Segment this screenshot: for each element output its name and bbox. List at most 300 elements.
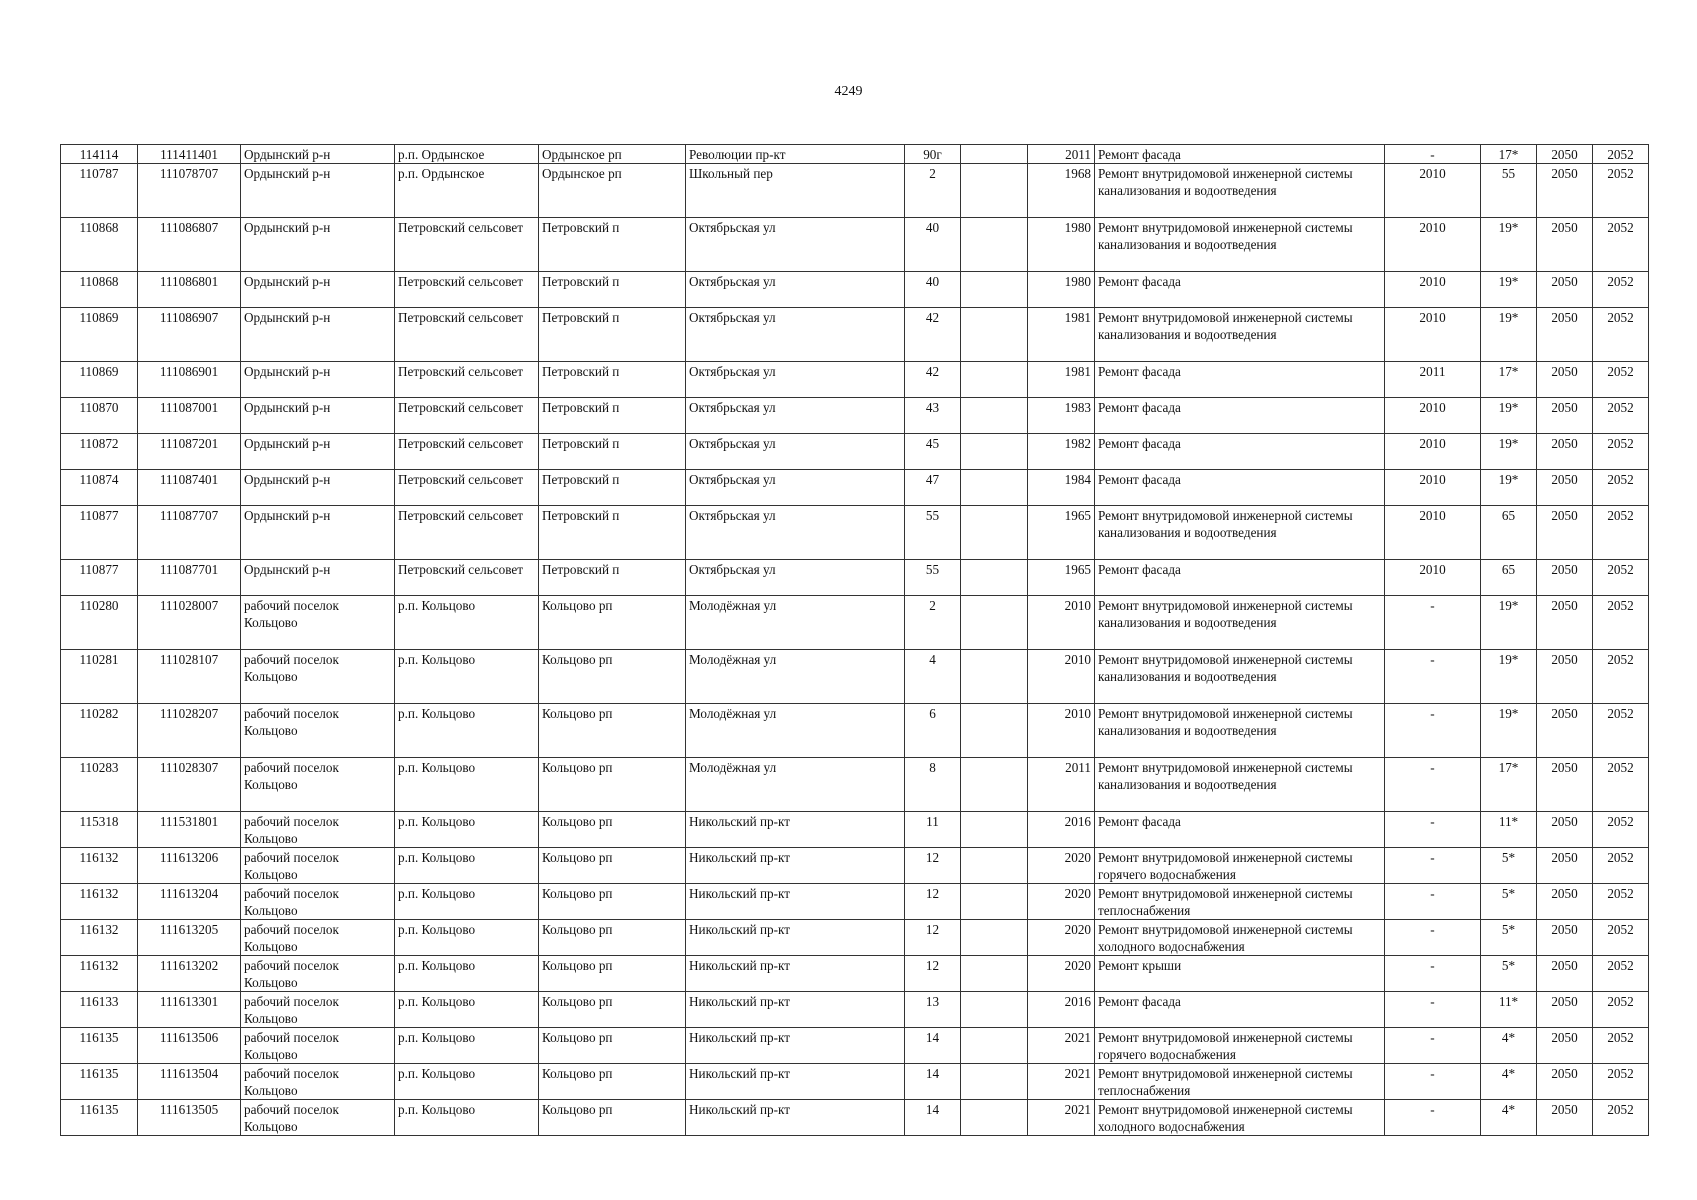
table-row: [61, 164, 1649, 218]
cell-settlement: Ордынское рп: [539, 145, 686, 164]
cell-wear-percent: 5*: [1481, 920, 1537, 956]
cell-house-id: 116135: [61, 1028, 138, 1064]
cell-settlement: Кольцово рп: [539, 884, 686, 920]
table-row: [61, 920, 1649, 956]
cell-house-number: 8: [905, 758, 961, 812]
cell-municipality: Петровский сельсовет: [395, 560, 539, 596]
cell-last-repair-year: -: [1385, 758, 1481, 812]
cell-municipality: Петровский сельсовет: [395, 506, 539, 560]
registry-body: [61, 145, 1649, 1136]
cell-district: Ордынский р-н: [241, 164, 395, 218]
cell-wear-percent: 19*: [1481, 218, 1537, 272]
cell-object-code: 111028307: [138, 758, 241, 812]
cell-wear-percent: 4*: [1481, 1028, 1537, 1064]
table-row: [61, 272, 1649, 308]
cell-house-number: 6: [905, 704, 961, 758]
cell-year-built: 2021: [1028, 1064, 1095, 1100]
cell-house-id: 110280: [61, 596, 138, 650]
cell-last-repair-year: 2010: [1385, 308, 1481, 362]
cell-district: рабочий поселок Кольцово: [241, 848, 395, 884]
cell-last-repair-year: 2010: [1385, 560, 1481, 596]
cell-settlement: Петровский п: [539, 272, 686, 308]
cell-municipality: Петровский сельсовет: [395, 308, 539, 362]
cell-street: Революции пр-кт: [686, 145, 905, 164]
cell-plan-start: 2050: [1537, 506, 1593, 560]
cell-municipality: Петровский сельсовет: [395, 434, 539, 470]
cell-wear-percent: 17*: [1481, 145, 1537, 164]
cell-year-built: 1965: [1028, 560, 1095, 596]
cell-settlement: Кольцово рп: [539, 704, 686, 758]
cell-settlement: Кольцово рп: [539, 1064, 686, 1100]
cell-wear-percent: 19*: [1481, 434, 1537, 470]
table-row: [61, 1100, 1649, 1136]
cell-year-built: 2016: [1028, 812, 1095, 848]
cell-last-repair-year: -: [1385, 1100, 1481, 1136]
table-row: [61, 758, 1649, 812]
cell-settlement: Петровский п: [539, 398, 686, 434]
cell-house-id: 110869: [61, 362, 138, 398]
cell-district: рабочий поселок Кольцово: [241, 1028, 395, 1064]
cell-plan-start: 2050: [1537, 145, 1593, 164]
cell-plan-end: 2052: [1593, 1028, 1649, 1064]
cell-object-code: 111028107: [138, 650, 241, 704]
cell-plan-start: 2050: [1537, 560, 1593, 596]
cell-street: Молодёжная ул: [686, 596, 905, 650]
cell-year-built: 2011: [1028, 758, 1095, 812]
table-row: [61, 1064, 1649, 1100]
cell-house-number: 43: [905, 398, 961, 434]
cell-wear-percent: 17*: [1481, 362, 1537, 398]
cell-last-repair-year: -: [1385, 1028, 1481, 1064]
cell-building: [961, 470, 1028, 506]
table-row: [61, 650, 1649, 704]
cell-last-repair-year: 2010: [1385, 470, 1481, 506]
cell-house-number: 55: [905, 506, 961, 560]
cell-wear-percent: 65: [1481, 506, 1537, 560]
cell-settlement: Петровский п: [539, 218, 686, 272]
cell-object-code: 111613206: [138, 848, 241, 884]
cell-wear-percent: 19*: [1481, 308, 1537, 362]
cell-district: Ордынский р-н: [241, 470, 395, 506]
table-row: [61, 362, 1649, 398]
cell-object-code: 111613202: [138, 956, 241, 992]
cell-plan-start: 2050: [1537, 164, 1593, 218]
cell-house-number: 55: [905, 560, 961, 596]
cell-plan-end: 2052: [1593, 145, 1649, 164]
cell-settlement: Кольцово рп: [539, 848, 686, 884]
cell-last-repair-year: 2010: [1385, 218, 1481, 272]
cell-work-type: Ремонт фасада: [1095, 145, 1385, 164]
table-row: [61, 1028, 1649, 1064]
cell-year-built: 1981: [1028, 362, 1095, 398]
table-row: [61, 434, 1649, 470]
cell-work-type: Ремонт фасада: [1095, 812, 1385, 848]
table-row: [61, 560, 1649, 596]
cell-district: рабочий поселок Кольцово: [241, 920, 395, 956]
cell-house-id: 110868: [61, 272, 138, 308]
cell-work-type: Ремонт внутридомовой инженерной системы канализования и водоотведения: [1095, 164, 1385, 218]
page-number: 4249: [834, 84, 863, 99]
cell-plan-end: 2052: [1593, 272, 1649, 308]
cell-plan-end: 2052: [1593, 920, 1649, 956]
cell-district: Ордынский р-н: [241, 506, 395, 560]
cell-plan-start: 2050: [1537, 596, 1593, 650]
cell-house-number: 90г: [905, 145, 961, 164]
cell-house-number: 47: [905, 470, 961, 506]
cell-object-code: 111028007: [138, 596, 241, 650]
table-row: [61, 812, 1649, 848]
cell-house-id: 116135: [61, 1100, 138, 1136]
cell-work-type: Ремонт фасада: [1095, 992, 1385, 1028]
cell-last-repair-year: -: [1385, 596, 1481, 650]
cell-building: [961, 164, 1028, 218]
cell-house-number: 14: [905, 1064, 961, 1100]
cell-street: Октябрьская ул: [686, 272, 905, 308]
cell-plan-start: 2050: [1537, 848, 1593, 884]
cell-plan-end: 2052: [1593, 758, 1649, 812]
cell-work-type: Ремонт внутридомовой инженерной системы холодного водоснабжения: [1095, 920, 1385, 956]
cell-work-type: Ремонт фасада: [1095, 362, 1385, 398]
cell-house-id: 114114: [61, 145, 138, 164]
cell-street: Октябрьская ул: [686, 398, 905, 434]
cell-street: Октябрьская ул: [686, 218, 905, 272]
cell-building: [961, 956, 1028, 992]
cell-year-built: 2020: [1028, 920, 1095, 956]
cell-district: Ордынский р-н: [241, 218, 395, 272]
cell-work-type: Ремонт фасада: [1095, 434, 1385, 470]
cell-object-code: 111613205: [138, 920, 241, 956]
cell-house-number: 14: [905, 1028, 961, 1064]
cell-object-code: 111028207: [138, 704, 241, 758]
cell-building: [961, 704, 1028, 758]
cell-street: Октябрьская ул: [686, 308, 905, 362]
cell-plan-start: 2050: [1537, 308, 1593, 362]
cell-plan-start: 2050: [1537, 398, 1593, 434]
cell-wear-percent: 19*: [1481, 470, 1537, 506]
cell-plan-start: 2050: [1537, 218, 1593, 272]
cell-settlement: Кольцово рп: [539, 812, 686, 848]
table-row: [61, 704, 1649, 758]
cell-wear-percent: 17*: [1481, 758, 1537, 812]
cell-house-id: 110869: [61, 308, 138, 362]
cell-street: Октябрьская ул: [686, 362, 905, 398]
cell-street: Октябрьская ул: [686, 560, 905, 596]
cell-object-code: 111087707: [138, 506, 241, 560]
cell-work-type: Ремонт внутридомовой инженерной системы теплоснабжения: [1095, 1064, 1385, 1100]
cell-year-built: 1968: [1028, 164, 1095, 218]
cell-object-code: 111086807: [138, 218, 241, 272]
table-row: [61, 145, 1649, 164]
cell-object-code: 111613506: [138, 1028, 241, 1064]
cell-municipality: р.п. Кольцово: [395, 758, 539, 812]
cell-plan-start: 2050: [1537, 434, 1593, 470]
cell-building: [961, 1028, 1028, 1064]
cell-street: Никольский пр-кт: [686, 992, 905, 1028]
cell-house-id: 116132: [61, 920, 138, 956]
cell-plan-start: 2050: [1537, 992, 1593, 1028]
cell-house-id: 115318: [61, 812, 138, 848]
cell-wear-percent: 19*: [1481, 704, 1537, 758]
cell-house-id: 116135: [61, 1064, 138, 1100]
cell-wear-percent: 4*: [1481, 1064, 1537, 1100]
cell-house-number: 40: [905, 272, 961, 308]
cell-work-type: Ремонт внутридомовой инженерной системы канализования и водоотведения: [1095, 218, 1385, 272]
cell-street: Молодёжная ул: [686, 650, 905, 704]
table-row: [61, 596, 1649, 650]
cell-wear-percent: 65: [1481, 560, 1537, 596]
cell-year-built: 1965: [1028, 506, 1095, 560]
cell-house-id: 110870: [61, 398, 138, 434]
cell-object-code: 111087201: [138, 434, 241, 470]
cell-district: Ордынский р-н: [241, 362, 395, 398]
cell-street: Никольский пр-кт: [686, 884, 905, 920]
cell-street: Молодёжная ул: [686, 704, 905, 758]
cell-settlement: Кольцово рп: [539, 992, 686, 1028]
cell-object-code: 111086901: [138, 362, 241, 398]
cell-object-code: 111086801: [138, 272, 241, 308]
cell-district: Ордынский р-н: [241, 272, 395, 308]
cell-district: Ордынский р-н: [241, 434, 395, 470]
cell-work-type: Ремонт фасада: [1095, 272, 1385, 308]
cell-work-type: Ремонт внутридомовой инженерной системы теплоснабжения: [1095, 884, 1385, 920]
cell-object-code: 111078707: [138, 164, 241, 218]
cell-house-number: 11: [905, 812, 961, 848]
cell-last-repair-year: -: [1385, 884, 1481, 920]
cell-plan-start: 2050: [1537, 812, 1593, 848]
cell-municipality: р.п. Кольцово: [395, 650, 539, 704]
cell-year-built: 1980: [1028, 218, 1095, 272]
cell-work-type: Ремонт внутридомовой инженерной системы канализования и водоотведения: [1095, 506, 1385, 560]
cell-plan-end: 2052: [1593, 308, 1649, 362]
cell-building: [961, 145, 1028, 164]
cell-wear-percent: 5*: [1481, 956, 1537, 992]
cell-year-built: 1982: [1028, 434, 1095, 470]
cell-plan-end: 2052: [1593, 398, 1649, 434]
cell-building: [961, 758, 1028, 812]
cell-municipality: р.п. Кольцово: [395, 596, 539, 650]
cell-plan-end: 2052: [1593, 1064, 1649, 1100]
cell-plan-end: 2052: [1593, 164, 1649, 218]
cell-wear-percent: 5*: [1481, 848, 1537, 884]
cell-settlement: Кольцово рп: [539, 1100, 686, 1136]
cell-district: рабочий поселок Кольцово: [241, 992, 395, 1028]
cell-settlement: Петровский п: [539, 560, 686, 596]
cell-plan-end: 2052: [1593, 884, 1649, 920]
cell-plan-end: 2052: [1593, 650, 1649, 704]
cell-district: рабочий поселок Кольцово: [241, 650, 395, 704]
cell-work-type: Ремонт внутридомовой инженерной системы холодного водоснабжения: [1095, 1100, 1385, 1136]
cell-municipality: р.п. Кольцово: [395, 1064, 539, 1100]
cell-wear-percent: 55: [1481, 164, 1537, 218]
cell-municipality: р.п. Кольцово: [395, 812, 539, 848]
table-row: [61, 848, 1649, 884]
cell-house-number: 4: [905, 650, 961, 704]
cell-building: [961, 398, 1028, 434]
cell-house-id: 116132: [61, 884, 138, 920]
cell-object-code: 111086907: [138, 308, 241, 362]
cell-last-repair-year: -: [1385, 1064, 1481, 1100]
cell-settlement: Ордынское рп: [539, 164, 686, 218]
cell-plan-start: 2050: [1537, 1028, 1593, 1064]
cell-street: Никольский пр-кт: [686, 920, 905, 956]
cell-municipality: р.п. Кольцово: [395, 704, 539, 758]
cell-settlement: Кольцово рп: [539, 650, 686, 704]
cell-building: [961, 848, 1028, 884]
cell-building: [961, 920, 1028, 956]
cell-object-code: 111613504: [138, 1064, 241, 1100]
cell-building: [961, 362, 1028, 398]
cell-settlement: Петровский п: [539, 362, 686, 398]
cell-object-code: 111531801: [138, 812, 241, 848]
cell-district: рабочий поселок Кольцово: [241, 812, 395, 848]
cell-last-repair-year: -: [1385, 812, 1481, 848]
cell-district: рабочий поселок Кольцово: [241, 758, 395, 812]
cell-building: [961, 812, 1028, 848]
cell-plan-start: 2050: [1537, 704, 1593, 758]
cell-house-id: 110787: [61, 164, 138, 218]
cell-year-built: 2011: [1028, 145, 1095, 164]
cell-building: [961, 1100, 1028, 1136]
cell-object-code: 111087001: [138, 398, 241, 434]
cell-street: Октябрьская ул: [686, 470, 905, 506]
cell-house-id: 116133: [61, 992, 138, 1028]
cell-work-type: Ремонт внутридомовой инженерной системы канализования и водоотведения: [1095, 308, 1385, 362]
cell-last-repair-year: -: [1385, 145, 1481, 164]
cell-house-number: 12: [905, 920, 961, 956]
cell-house-number: 13: [905, 992, 961, 1028]
cell-district: рабочий поселок Кольцово: [241, 704, 395, 758]
cell-plan-end: 2052: [1593, 812, 1649, 848]
cell-street: Октябрьская ул: [686, 506, 905, 560]
cell-municipality: р.п. Кольцово: [395, 992, 539, 1028]
cell-house-number: 45: [905, 434, 961, 470]
cell-settlement: Петровский п: [539, 434, 686, 470]
table-row: [61, 470, 1649, 506]
cell-last-repair-year: -: [1385, 920, 1481, 956]
cell-house-id: 110283: [61, 758, 138, 812]
cell-municipality: р.п. Кольцово: [395, 1028, 539, 1064]
cell-last-repair-year: -: [1385, 956, 1481, 992]
cell-building: [961, 434, 1028, 470]
cell-house-id: 110874: [61, 470, 138, 506]
cell-building: [961, 506, 1028, 560]
cell-settlement: Кольцово рп: [539, 956, 686, 992]
cell-plan-start: 2050: [1537, 920, 1593, 956]
table-row: [61, 884, 1649, 920]
cell-last-repair-year: 2010: [1385, 164, 1481, 218]
cell-district: Ордынский р-н: [241, 560, 395, 596]
cell-work-type: Ремонт внутридомовой инженерной системы горячего водоснабжения: [1095, 848, 1385, 884]
cell-plan-start: 2050: [1537, 884, 1593, 920]
cell-settlement: Петровский п: [539, 308, 686, 362]
cell-district: Ордынский р-н: [241, 398, 395, 434]
cell-house-id: 110282: [61, 704, 138, 758]
cell-house-number: 12: [905, 848, 961, 884]
cell-municipality: Петровский сельсовет: [395, 362, 539, 398]
cell-house-number: 42: [905, 308, 961, 362]
cell-house-number: 2: [905, 596, 961, 650]
cell-last-repair-year: 2010: [1385, 272, 1481, 308]
cell-year-built: 2020: [1028, 956, 1095, 992]
cell-building: [961, 1064, 1028, 1100]
cell-street: Никольский пр-кт: [686, 848, 905, 884]
cell-plan-end: 2052: [1593, 596, 1649, 650]
cell-year-built: 2016: [1028, 992, 1095, 1028]
cell-year-built: 2010: [1028, 650, 1095, 704]
cell-street: Школьный пер: [686, 164, 905, 218]
cell-municipality: Петровский сельсовет: [395, 272, 539, 308]
cell-house-id: 110877: [61, 506, 138, 560]
cell-work-type: Ремонт фасада: [1095, 560, 1385, 596]
cell-plan-end: 2052: [1593, 218, 1649, 272]
cell-street: Никольский пр-кт: [686, 1064, 905, 1100]
cell-street: Никольский пр-кт: [686, 956, 905, 992]
cell-last-repair-year: -: [1385, 704, 1481, 758]
cell-street: Октябрьская ул: [686, 434, 905, 470]
cell-last-repair-year: -: [1385, 992, 1481, 1028]
cell-last-repair-year: 2010: [1385, 398, 1481, 434]
cell-building: [961, 884, 1028, 920]
cell-municipality: р.п. Ордынское: [395, 145, 539, 164]
cell-year-built: 2021: [1028, 1028, 1095, 1064]
cell-municipality: р.п. Кольцово: [395, 956, 539, 992]
cell-object-code: 111087701: [138, 560, 241, 596]
cell-plan-start: 2050: [1537, 1100, 1593, 1136]
cell-plan-end: 2052: [1593, 470, 1649, 506]
cell-house-id: 110877: [61, 560, 138, 596]
cell-work-type: Ремонт фасада: [1095, 398, 1385, 434]
cell-plan-end: 2052: [1593, 506, 1649, 560]
cell-district: рабочий поселок Кольцово: [241, 884, 395, 920]
cell-last-repair-year: 2010: [1385, 434, 1481, 470]
registry-table: [60, 144, 1649, 1136]
table-row: [61, 992, 1649, 1028]
cell-house-id: 110868: [61, 218, 138, 272]
table-row: [61, 956, 1649, 992]
cell-settlement: Кольцово рп: [539, 920, 686, 956]
cell-municipality: Петровский сельсовет: [395, 218, 539, 272]
cell-object-code: 111613301: [138, 992, 241, 1028]
cell-house-number: 12: [905, 884, 961, 920]
cell-work-type: Ремонт внутридомовой инженерной системы канализования и водоотведения: [1095, 650, 1385, 704]
cell-house-id: 116132: [61, 848, 138, 884]
cell-house-number: 14: [905, 1100, 961, 1136]
cell-building: [961, 596, 1028, 650]
cell-district: рабочий поселок Кольцово: [241, 1064, 395, 1100]
cell-year-built: 1984: [1028, 470, 1095, 506]
table-row: [61, 218, 1649, 272]
cell-settlement: Кольцово рп: [539, 758, 686, 812]
cell-street: Никольский пр-кт: [686, 1028, 905, 1064]
cell-house-id: 116132: [61, 956, 138, 992]
cell-building: [961, 650, 1028, 704]
cell-wear-percent: 11*: [1481, 992, 1537, 1028]
cell-year-built: 2010: [1028, 704, 1095, 758]
cell-house-id: 110872: [61, 434, 138, 470]
cell-district: рабочий поселок Кольцово: [241, 956, 395, 992]
cell-district: Ордынский р-н: [241, 308, 395, 362]
cell-plan-start: 2050: [1537, 470, 1593, 506]
cell-plan-end: 2052: [1593, 848, 1649, 884]
cell-year-built: 1981: [1028, 308, 1095, 362]
cell-house-number: 40: [905, 218, 961, 272]
cell-plan-start: 2050: [1537, 362, 1593, 398]
cell-plan-start: 2050: [1537, 272, 1593, 308]
cell-plan-end: 2052: [1593, 560, 1649, 596]
cell-plan-end: 2052: [1593, 704, 1649, 758]
cell-plan-start: 2050: [1537, 650, 1593, 704]
cell-municipality: р.п. Ордынское: [395, 164, 539, 218]
